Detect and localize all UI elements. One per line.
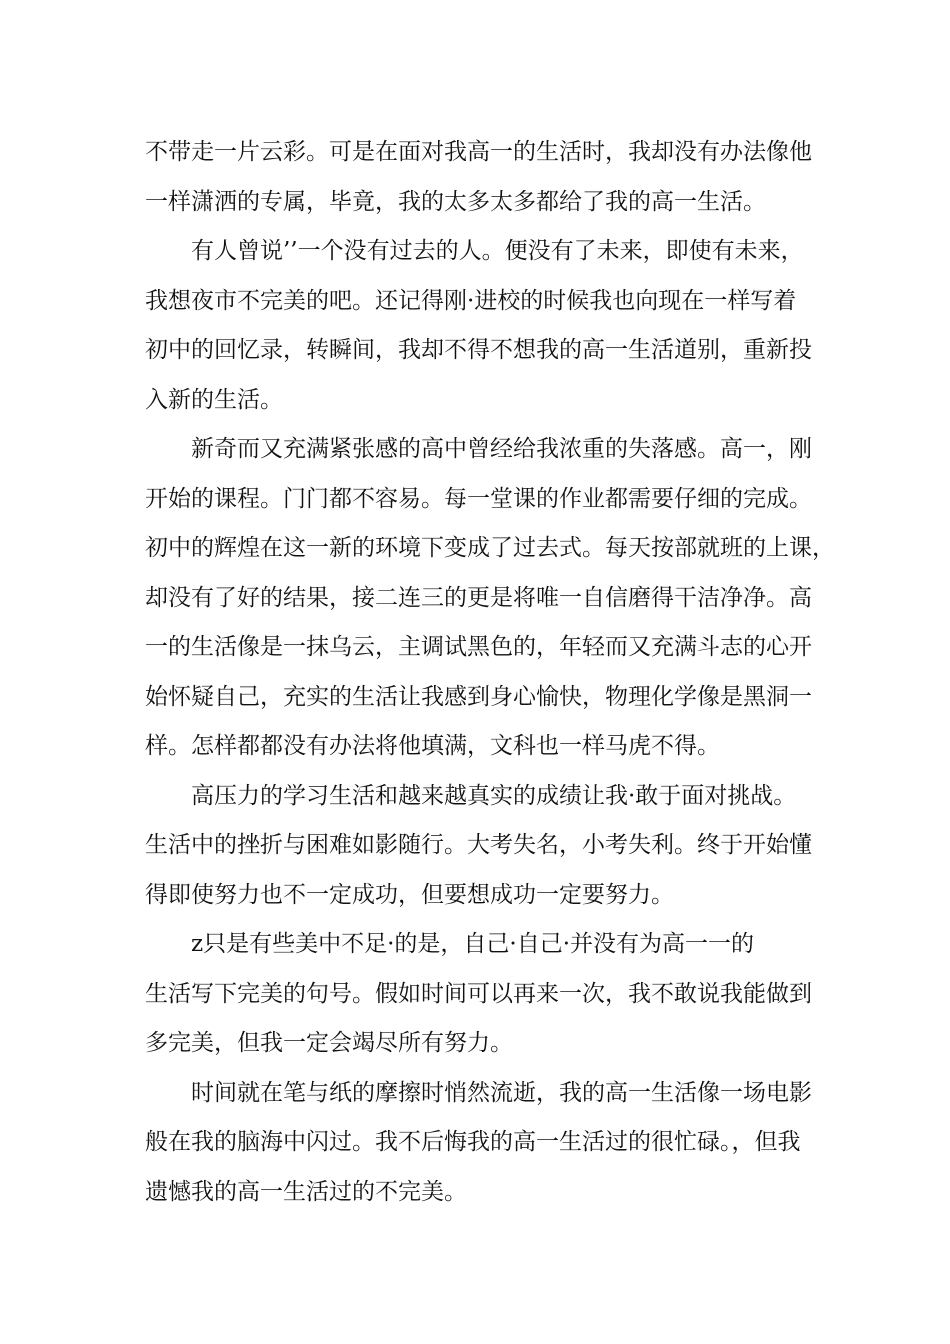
text-line: 始怀疑自己，充实的生活让我感到身心愉快，物理化学像是黑洞一 (145, 683, 812, 710)
paragraph (145, 128, 815, 227)
text-line: z只是有些美中不足·的是，自己·自己·并没有为高一一的 (191, 931, 755, 957)
text-line: 遗憾我的高一生活过的不完美。 (145, 1178, 467, 1205)
text-line: 新奇而又充满紧张感的高中曾经给我浓重的失落感。高一，刚 (191, 436, 812, 462)
text-line: 却没有了好的结果，接二连三的更是将唯一自信磨得干洁净净。高 (145, 584, 812, 611)
text-line: 初中的辉煌在这一新的环境下变成了过去式。每天按部就班的上课， (145, 535, 835, 561)
text-line: 初中的回忆录，转瞬间，我却不得不想我的高一生活道别，重新投 (145, 337, 812, 363)
essay-body (145, 128, 835, 1217)
text-line: 开始的课程。门门都不容易。每一堂课的作业都需要仔细的完成。 (145, 485, 812, 512)
text-line: 生活写下完美的句号。假如时间可以再来一次，我不敢说我能做到 (145, 980, 812, 1007)
paragraph (145, 227, 815, 425)
text-line: 高压力的学习生活和越来越真实的成绩让我·敢于面对挑战。 (191, 782, 797, 809)
text-line: 样。怎样都都没有办法将他填满，文科也一样马虎不得。 (145, 733, 720, 759)
text-line: 般在我的脑海中闪过。我不后悔我的高一生活过的很忙碌。，但我 (145, 1129, 801, 1155)
text-line: 不带走一片云彩。可是在面对我高一的生活时，我却没有办法像他 (145, 139, 812, 165)
text-line: 一样潇洒的专属，毕竟，我的太多太多都给了我的高一生活。 (145, 188, 766, 215)
paragraph (145, 425, 835, 772)
paragraph (145, 772, 815, 921)
paragraph (145, 920, 815, 1069)
text-line: 时间就在笔与纸的摩擦时悄然流逝，我的高一生活像一场电影 (191, 1079, 812, 1106)
text-line: 生活中的挫折与困难如影随行。大考失名，小考失利。终于开始懂 (145, 832, 812, 858)
text-line: 有人曾说’’一个没有过去的人。便没有了未来，即使有未来， (191, 238, 804, 264)
text-line: 入新的生活。 (145, 386, 283, 413)
text-line: 我想夜市不完美的吧。还记得刚·进校的时候我也向现在一样写着 (145, 287, 797, 314)
text-line: 一的生活像是一抹乌云，主调试黑色的，年轻而又充满斗志的心开 (145, 634, 812, 660)
text-line: 多完美，但我一定会竭尽所有努力。 (145, 1030, 513, 1056)
text-line: 得即使努力也不一定成功，但要想成功一定要努力。 (145, 881, 674, 908)
paragraph (145, 1069, 815, 1218)
